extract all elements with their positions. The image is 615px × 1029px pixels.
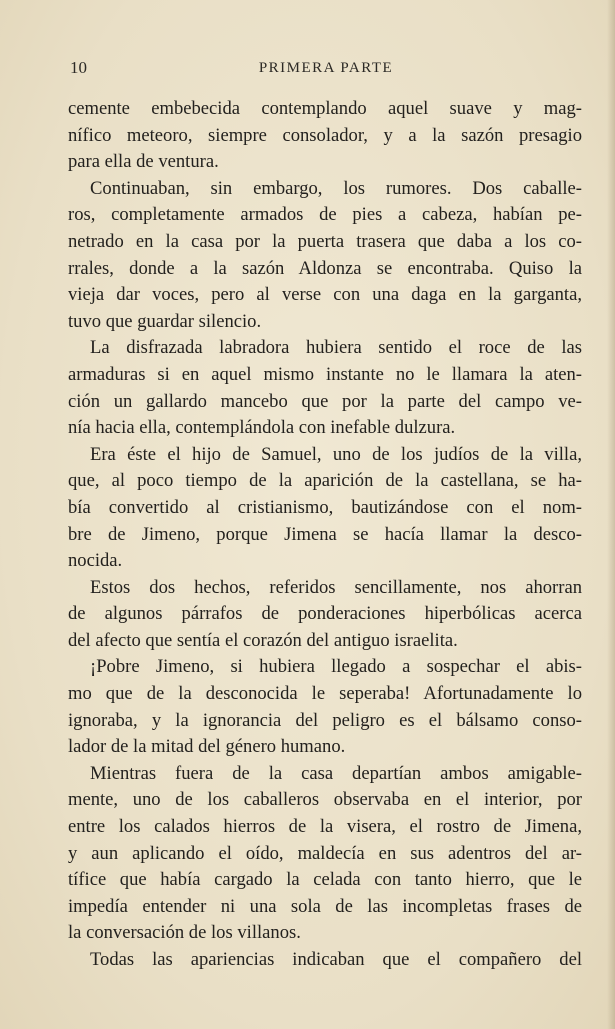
text-line: bía convertido al cristianismo, bautizándose con el nom- bbox=[68, 496, 582, 518]
text-line: ción un gallardo mancebo que por la parte del campo ve- bbox=[68, 390, 582, 412]
text-line: tífice que había cargado la celada con tanto hierro, que le bbox=[68, 869, 582, 891]
text-line: La disfrazada labradora hubiera sentido el roce de las bbox=[90, 337, 582, 359]
text-line: mente, uno de los caballeros observaba en el interior, por bbox=[68, 789, 582, 811]
text-line: lador de la mitad del género humano. bbox=[68, 736, 346, 758]
text-line: la conversación de los villanos. bbox=[68, 922, 301, 944]
text-line: del afecto que sentía el corazón del antiguo israelita. bbox=[68, 629, 458, 651]
text-line: rrales, donde a la sazón Aldonza se encontraba. Quiso la bbox=[68, 257, 582, 279]
text-line: Continuaban, sin embargo, los rumores. Dos caballe- bbox=[90, 177, 582, 199]
text-line: bre de Jimeno, porque Jimena se hacía llamar la desco- bbox=[68, 523, 582, 545]
text-line: para ella de ventura. bbox=[68, 151, 219, 173]
text-line: armaduras si en aquel mismo instante no le llamara la aten- bbox=[68, 363, 582, 385]
text-line: cemente embebecida contemplando aquel suave y mag- bbox=[68, 98, 582, 119]
text-line: entre los calados hierros de la visera, el rostro de Jimena, bbox=[68, 816, 582, 838]
text-line: ignoraba, y la ignorancia del peligro es el bálsamo conso- bbox=[68, 709, 582, 731]
text-line: netrado en la casa por la puerta trasera que daba a los co- bbox=[68, 230, 582, 252]
text-line: y aun aplicando el oído, maldecía en sus adentros del ar- bbox=[68, 842, 582, 864]
running-head: PRIMERA PARTE bbox=[258, 60, 394, 76]
text-line: nocida. bbox=[68, 550, 123, 572]
text-line: impedía entender ni una sola de las incompletas frases de bbox=[68, 895, 582, 917]
text-line: ros, completamente armados de pies a cabeza, habían pe- bbox=[68, 204, 582, 226]
text-line: vieja dar voces, pero al verse con una daga en la garganta, bbox=[68, 284, 582, 306]
page-edge-shadow bbox=[607, 0, 615, 1029]
text-line: Mientras fuera de la casa departían ambos amigable- bbox=[90, 762, 582, 784]
text-line: de algunos párrafos de ponderaciones hiperbólicas acerca bbox=[68, 603, 582, 625]
text-line: que, al poco tiempo de la aparición de la castellana, se ha- bbox=[68, 470, 582, 492]
body-text bbox=[68, 96, 582, 974]
page-number: 10 bbox=[70, 58, 87, 77]
text-line: Estos dos hechos, referidos sencillamente, nos ahorran bbox=[90, 576, 582, 598]
page-header bbox=[70, 58, 582, 82]
text-line: tuvo que guardar silencio. bbox=[68, 310, 262, 332]
text-line: ¡Pobre Jimeno, si hubiera llegado a sospechar el abis- bbox=[90, 656, 582, 678]
text-line: Era éste el hijo de Samuel, uno de los judíos de la villa, bbox=[90, 443, 582, 465]
text-line: nía hacia ella, contemplándola con inefable dulzura. bbox=[68, 417, 456, 439]
text-line: Todas las apariencias indicaban que el compañero del bbox=[90, 949, 582, 970]
text-line: nífico meteoro, siempre consolador, y a la sazón presagio bbox=[68, 124, 582, 146]
text-line: mo que de la desconocida le seperaba! Afortunadamente lo bbox=[68, 683, 582, 705]
